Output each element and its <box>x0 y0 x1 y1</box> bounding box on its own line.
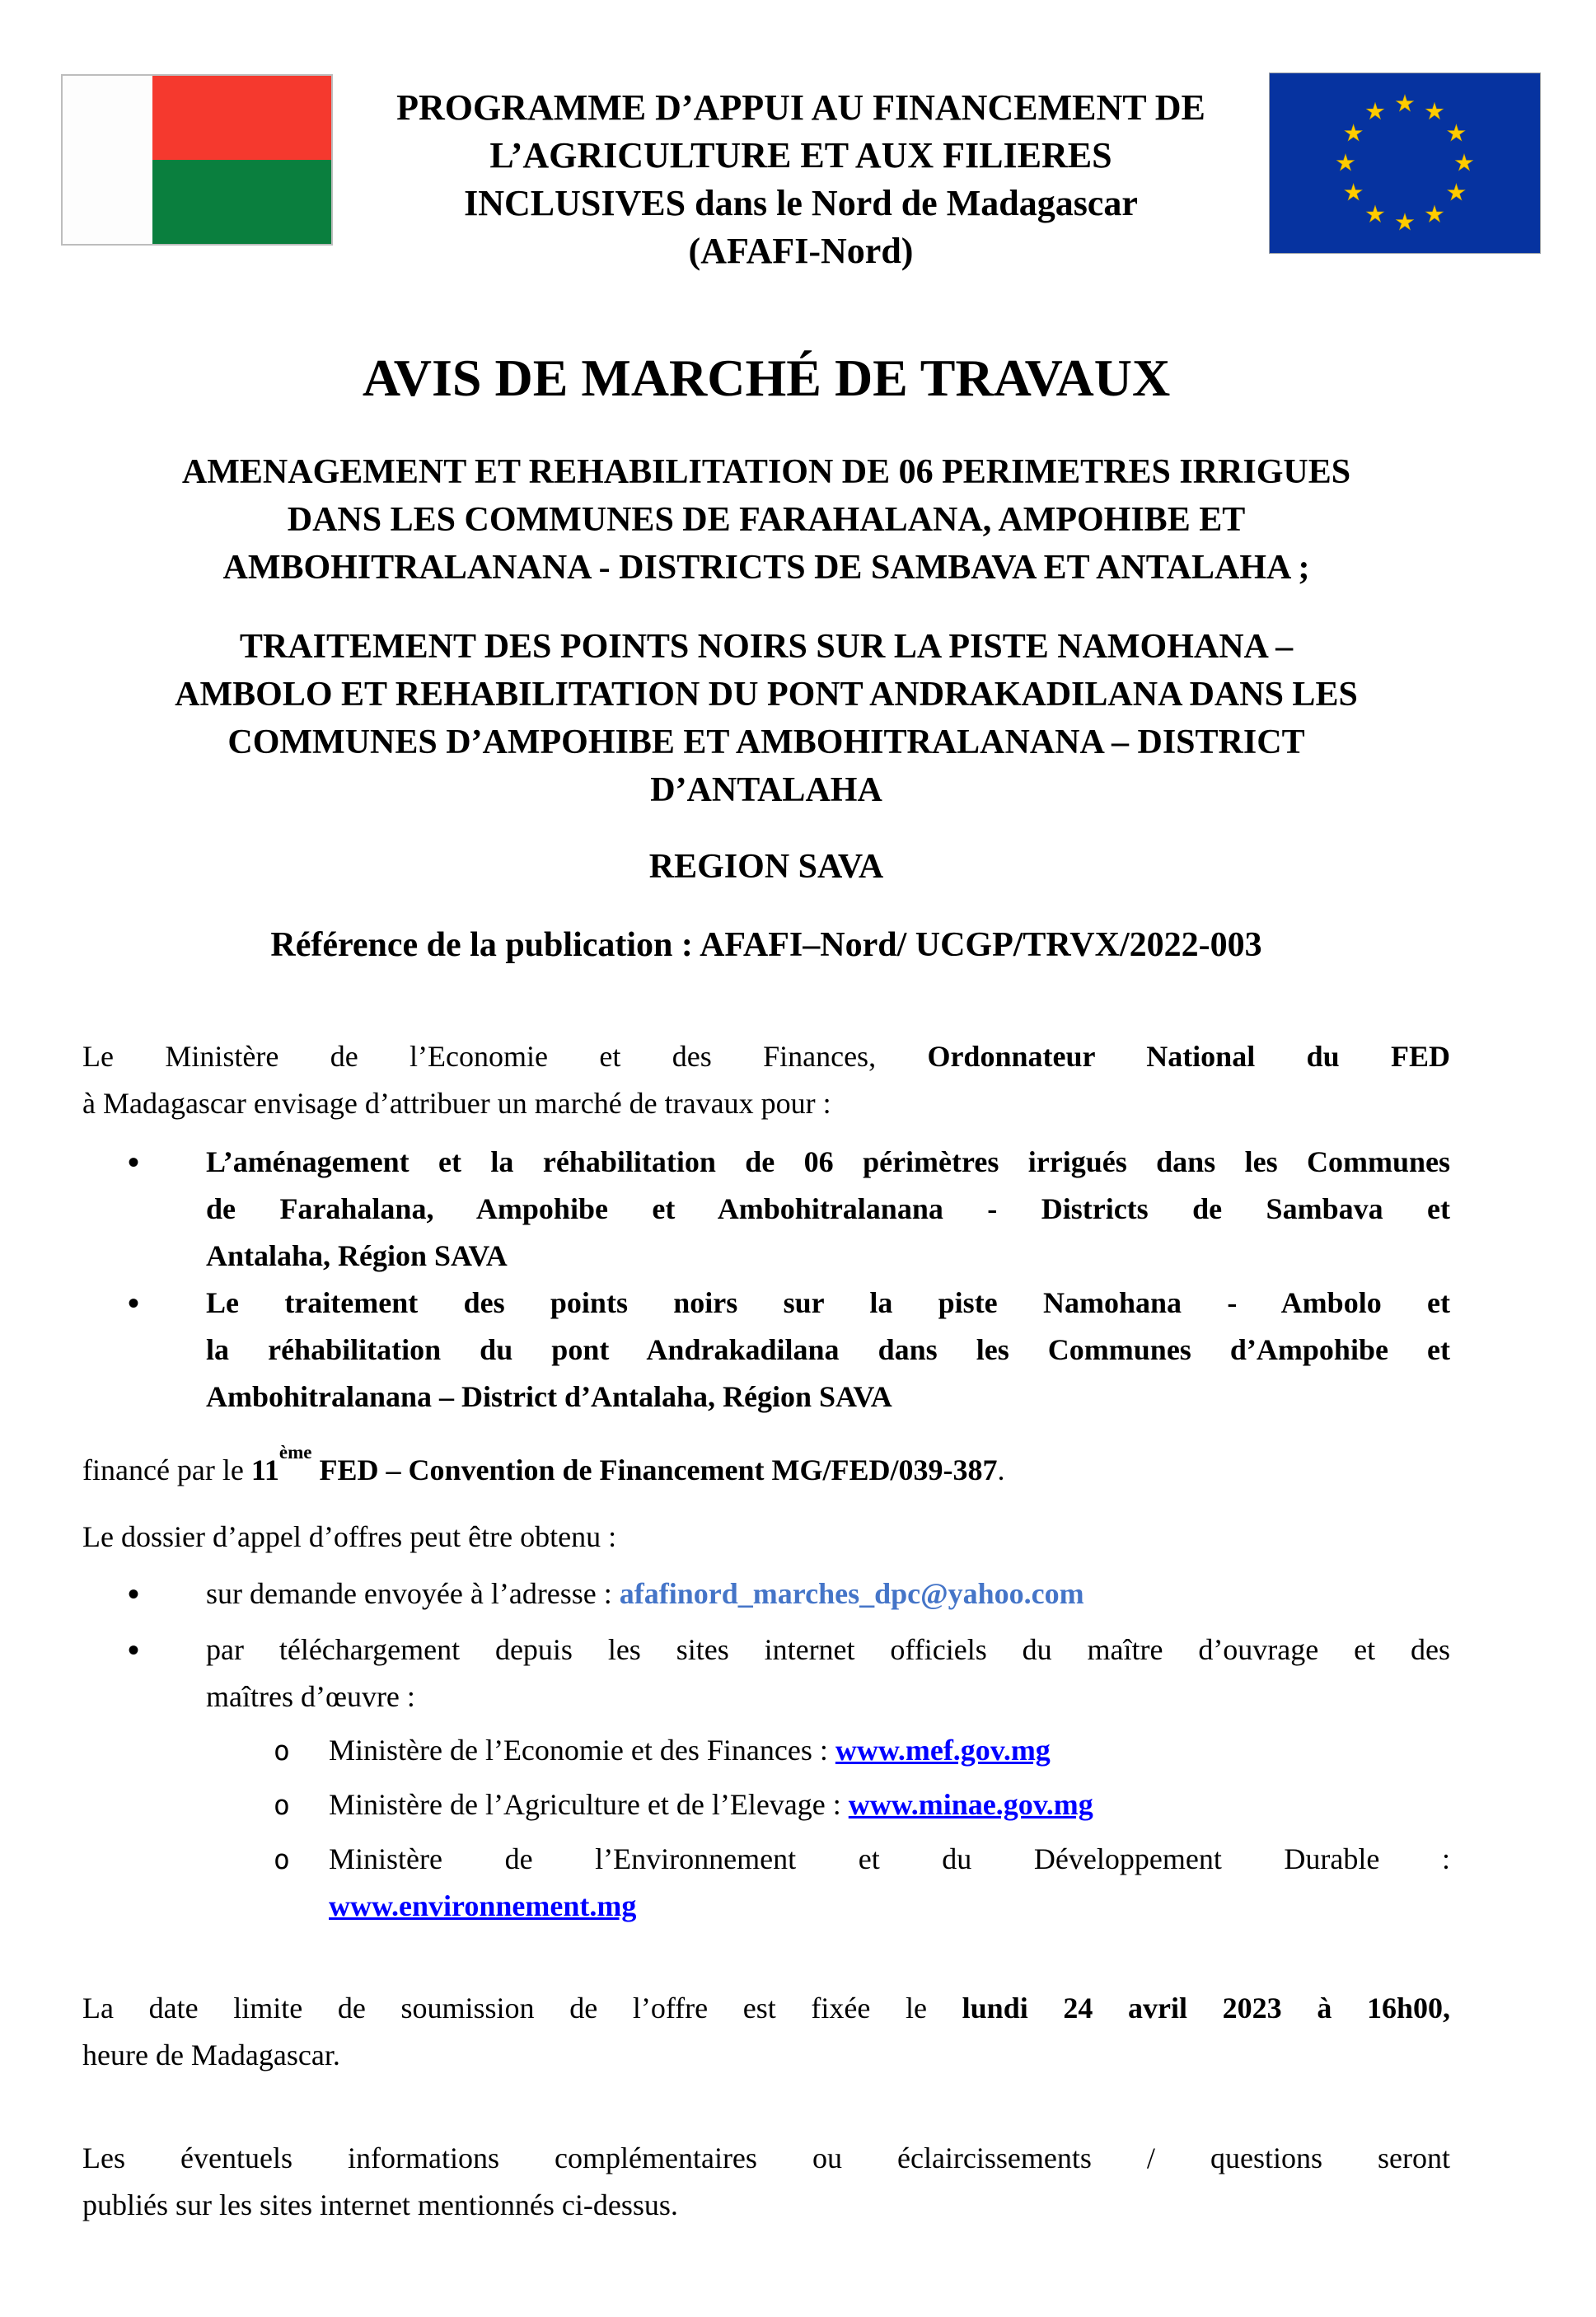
text-segment: par téléchargement depuis les sites internet officiels du maître d’ouvrage et des <box>206 1633 1450 1666</box>
text-line <box>82 1442 1450 1494</box>
text-segment: heure de Madagascar. <box>82 2038 340 2071</box>
text-segment: 11 <box>250 1453 279 1486</box>
text-line <box>82 1080 1450 1127</box>
environnement-text <box>329 1836 1450 1930</box>
minae-text <box>329 1781 1450 1828</box>
eu-star-icon <box>1448 184 1465 200</box>
dossier-paragraph <box>82 1514 1450 1561</box>
mef-link[interactable]: www.mef.gov.mg <box>835 1734 1051 1767</box>
text-line <box>206 1570 1450 1617</box>
eu-stars <box>1270 73 1540 253</box>
eu-star-icon <box>1345 184 1362 200</box>
text-segment: lundi 24 avril 2023 à 16h00, <box>962 1992 1450 2024</box>
list-item-email <box>82 1570 1450 1617</box>
eu-star-icon <box>1337 154 1355 171</box>
text-line <box>82 1514 1450 1561</box>
text-segment: publiés sur les sites internet mentionnés ci-dessus. <box>82 2188 678 2221</box>
madagascar-flag-right <box>152 76 331 244</box>
madagascar-flag-icon <box>61 74 333 246</box>
list-item-lot2 <box>82 1280 1450 1421</box>
eu-star-icon <box>1426 103 1444 119</box>
madagascar-flag-white-band <box>63 76 152 244</box>
text-line <box>206 1627 1450 1673</box>
text-line <box>82 1033 1450 1080</box>
program-title <box>333 84 1269 275</box>
document-header <box>0 0 1596 275</box>
text-segment: DANS LES COMMUNES DE FARAHALANA, AMPOHIBE ET <box>287 501 1246 539</box>
text-line <box>206 1233 1450 1280</box>
text-segment: (AFAFI-Nord) <box>688 231 914 271</box>
eu-star-icon <box>1367 205 1384 222</box>
intro-paragraph <box>82 1033 1450 1127</box>
email-link[interactable]: afafinord_marches_dpc@yahoo.com <box>619 1577 1084 1610</box>
list-item-minae <box>82 1781 1450 1828</box>
environnement-link[interactable]: www.environnement.mg <box>329 1889 637 1922</box>
list-item-mef <box>82 1727 1450 1774</box>
text-segment: Le Ministère de l’Economie et des Finances, <box>82 1040 928 1073</box>
mef-text <box>329 1727 1450 1774</box>
text-segment: FED – Convention de Financement MG/FED/039-387 <box>311 1453 998 1486</box>
eu-star-icon <box>1397 213 1414 230</box>
subject-line <box>82 671 1450 719</box>
deadline-paragraph <box>82 1985 1450 2079</box>
circle-bullet-icon: o <box>274 1843 290 1875</box>
text-segment: TRAITEMENT DES POINTS NOIRS SUR LA PISTE NAMOHANA – <box>239 628 1294 666</box>
subject-line <box>82 544 1450 592</box>
text-segment: Ambohitralanana – District d’Antalaha, Région SAVA <box>206 1380 892 1413</box>
subject-road-bridge <box>82 623 1450 814</box>
subject-line <box>82 448 1450 496</box>
text-line <box>329 1727 1450 1774</box>
text-segment: AMBOHITRALANANA - DISTRICTS DE SAMBAVA ET ANTALAHA ; <box>222 549 1310 587</box>
text-line <box>82 2135 1450 2182</box>
text-line <box>82 2182 1450 2229</box>
text-segment: L’AGRICULTURE ET AUX FILIERES <box>489 135 1112 176</box>
text-segment: de Farahalana, Ampohibe et Ambohitralanana - Districts de Sambava et <box>206 1192 1450 1225</box>
region-heading: REGION SAVA <box>648 848 884 886</box>
text-segment: L’aménagement et la réhabilitation de 06 périmètres irrigués dans les Communes <box>206 1145 1450 1178</box>
text-segment: AMENAGEMENT ET REHABILITATION DE 06 PERIMETRES IRRIGUES <box>181 453 1351 491</box>
text-segment: D’ANTALAHA <box>650 771 882 809</box>
download-text <box>206 1627 1450 1720</box>
text-segment: Ministère de l’Agriculture et de l’Elevage : <box>329 1788 849 1821</box>
text-segment: Le dossier d’appel d’offres peut être obtenu : <box>82 1520 617 1553</box>
text-line <box>206 1327 1450 1374</box>
lots-list <box>82 1139 1450 1421</box>
text-segment: Ministère de l’Environnement et du Développement Durable : <box>329 1842 1450 1875</box>
eu-star-icon <box>1456 154 1473 171</box>
minae-link[interactable]: www.minae.gov.mg <box>848 1788 1093 1821</box>
madagascar-flag-red-band <box>152 76 331 160</box>
text-line <box>206 1186 1450 1233</box>
subject-line <box>82 623 1450 671</box>
text-segment: maîtres d’œuvre : <box>206 1680 415 1713</box>
program-title-line <box>333 132 1269 180</box>
text-segment: Antalaha, Région SAVA <box>206 1239 508 1272</box>
text-segment: la réhabilitation du pont Andrakadilana dans les Communes d’Ampohibe et <box>206 1333 1450 1366</box>
text-line <box>329 1883 1450 1930</box>
eu-flag-icon <box>1269 73 1541 254</box>
program-title-line <box>333 180 1269 227</box>
text-line <box>82 1985 1450 2032</box>
bullet-icon: • <box>128 1631 140 1669</box>
list-item-download <box>82 1627 1450 1720</box>
text-line <box>329 1836 1450 1883</box>
text-segment: Ordonnateur National du FED <box>927 1040 1451 1073</box>
lot2-text <box>206 1280 1450 1421</box>
eu-star-icon <box>1448 124 1465 141</box>
bullet-icon: • <box>128 1144 140 1181</box>
madagascar-flag-green-band <box>152 160 331 244</box>
text-segment: financé par le <box>82 1453 251 1486</box>
ministry-links-list <box>82 1727 1450 1930</box>
publication-reference: Référence de la publication : AFAFI–Nord/ UCGP/TRVX/2022-003 <box>270 926 1262 964</box>
circle-bullet-icon: o <box>274 1789 290 1821</box>
closing-paragraph <box>82 2135 1450 2229</box>
text-segment: La date limite de soumission de l’offre est fixée le <box>82 1992 962 2024</box>
subject-irrigation <box>82 448 1450 592</box>
subject-line <box>82 719 1450 766</box>
text-segment: AMBOLO ET REHABILITATION DU PONT ANDRAKADILANA DANS LES <box>175 676 1358 714</box>
text-segment: Ministère de l’Economie et des Finances : <box>329 1734 835 1767</box>
program-title-line <box>333 227 1269 275</box>
subject-line <box>82 496 1450 544</box>
lot1-text <box>206 1139 1450 1280</box>
text-line <box>206 1374 1450 1421</box>
text-segment: PROGRAMME D’APPUI AU FINANCEMENT DE <box>396 87 1205 128</box>
text-line <box>329 1781 1450 1828</box>
text-segment: Les éventuels informations complémentaires ou éclaircissements / questions seront <box>82 2141 1450 2174</box>
list-item-lot1 <box>82 1139 1450 1280</box>
page-title: AVIS DE MARCHÉ DE TRAVAUX <box>362 349 1171 407</box>
eu-star-icon <box>1397 95 1414 111</box>
text-segment: . <box>997 1453 1005 1486</box>
text-line <box>206 1139 1450 1186</box>
eu-star-icon <box>1426 205 1444 222</box>
circle-bullet-icon: o <box>274 1734 290 1767</box>
text-segment: INCLUSIVES dans le Nord de Madagascar <box>464 183 1138 223</box>
text-line <box>206 1673 1450 1720</box>
eu-star-icon <box>1345 124 1362 141</box>
email-request-text <box>206 1570 1450 1617</box>
text-line <box>82 2032 1450 2079</box>
list-item-environnement <box>82 1836 1450 1930</box>
text-segment: ème <box>278 1442 312 1463</box>
subject-line <box>82 766 1450 814</box>
financing-paragraph <box>82 1442 1450 1494</box>
text-segment: COMMUNES D’AMPOHIBE ET AMBOHITRALANANA – DISTRICT <box>227 723 1305 761</box>
text-segment: Le traitement des points noirs sur la piste Namohana - Ambolo et <box>206 1286 1450 1319</box>
bullet-icon: • <box>128 1285 140 1322</box>
text-line <box>206 1280 1450 1327</box>
program-title-line <box>333 84 1269 132</box>
text-segment: sur demande envoyée à l’adresse : <box>206 1577 620 1610</box>
eu-star-icon <box>1367 103 1384 119</box>
text-segment: à Madagascar envisage d’attribuer un marché de travaux pour : <box>82 1087 831 1120</box>
bullet-icon: • <box>128 1575 140 1613</box>
